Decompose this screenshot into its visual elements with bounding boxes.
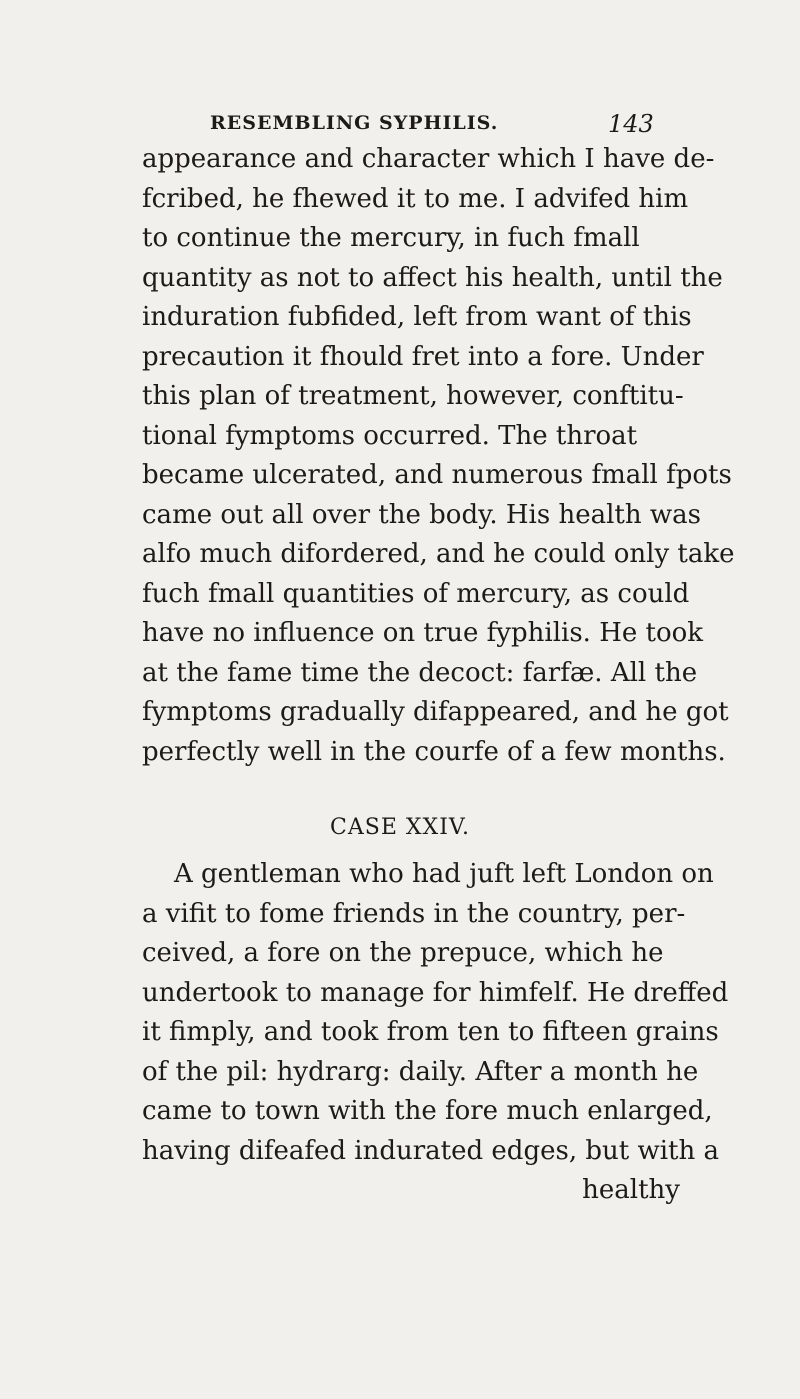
page-number: 143 <box>608 110 654 138</box>
text-line: at the fame time the decoct: farfæ. All the <box>142 657 698 688</box>
text-line: tional fymptoms occurred. The throat <box>142 420 638 451</box>
running-head: RESEMBLING SYPHILIS. <box>210 112 499 134</box>
text-line: undertook to manage for himfelf. He dreffed <box>142 977 729 1008</box>
text-line: A gentleman who had juft left London on <box>174 859 714 889</box>
text-line: it fimply, and took from ten to fifteen grains <box>142 1017 719 1047</box>
text-line: fcribed, he fhewed it to me. I advifed him <box>142 183 689 214</box>
text-line: a vifit to fome friends in the country, per- <box>142 898 686 929</box>
text-line: alfo much difordered, and he could only take <box>142 539 735 569</box>
text-line: perfectly well in the courfe of a few months. <box>142 736 726 767</box>
text-line: of the pil: hydrarg: daily. After a month he <box>142 1056 699 1087</box>
text-line: precaution it fhould fret into a fore. Under <box>142 341 704 372</box>
text-line: fymptoms gradually difappeared, and he got <box>142 697 729 727</box>
text-line: became ulcerated, and numerous fmall fpots <box>142 460 732 490</box>
text-line: this plan of treatment, however, conftitu- <box>142 381 684 411</box>
text-line: induration fubfided, left from want of this <box>142 302 692 332</box>
text-line: having difeafed indurated edges, but with a <box>142 1135 719 1166</box>
text-line: came out all over the body. His health was <box>142 499 701 530</box>
text-line: fuch fmall quantities of mercury, as could <box>142 578 690 609</box>
paragraph-1 <box>142 140 735 772</box>
text-line: ceived, a fore on the prepuce, which he <box>142 938 664 968</box>
catchword: healthy <box>582 1175 680 1205</box>
text-line: to continue the mercury, in fuch fmall <box>142 223 640 253</box>
text-line: have no influence on true fyphilis. He took <box>142 618 704 648</box>
paragraph-2 <box>142 855 729 1211</box>
text-line: quantity as not to affect his health, until the <box>142 262 723 293</box>
text-line: appearance and character which I have de- <box>142 144 715 174</box>
case-heading: CASE XXIV. <box>330 815 470 840</box>
text-line: came to town with the fore much enlarged, <box>142 1096 713 1126</box>
